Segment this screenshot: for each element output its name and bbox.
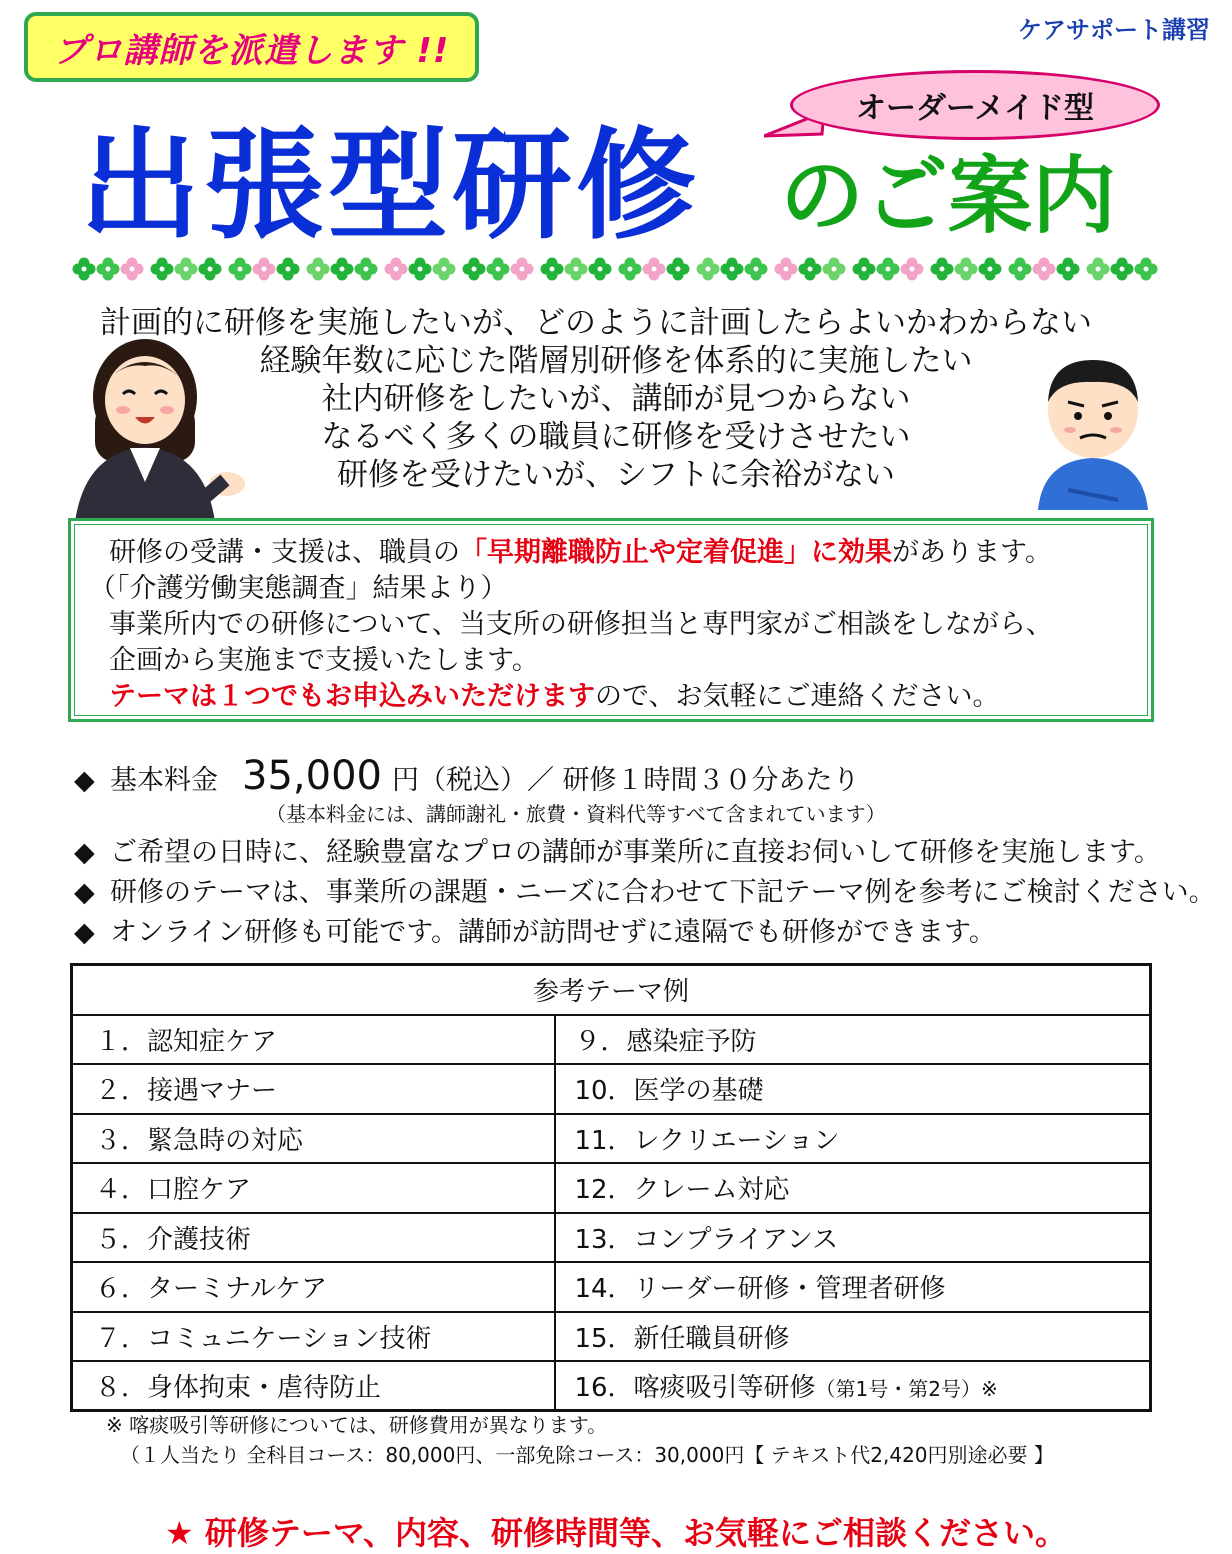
table-row — [72, 1015, 1151, 1065]
table-row — [72, 1361, 1151, 1411]
fee-note: （基本料金には、講師謝礼・旅費・資料代等すべて含まれています） — [266, 802, 886, 826]
concern-list — [0, 304, 1232, 494]
theme-cell: 14．リーダー研修・管理者研修 — [555, 1262, 1150, 1312]
theme-cell-text: 16．喀痰吸引等研修 — [574, 1373, 816, 1403]
fee-section — [74, 753, 1216, 953]
speech-bubble — [790, 70, 1160, 140]
theme-cell: ７．コミュニケーション技術 — [72, 1312, 556, 1362]
info-box — [68, 518, 1154, 722]
info-line-2: （「介護労働実態調査」結果より） — [89, 573, 508, 604]
theme-cell: ６．ターミナルケア — [72, 1262, 556, 1312]
feature-item — [74, 873, 1216, 913]
table-row — [72, 1163, 1151, 1213]
diamond-bullet-icon: ◆ — [74, 837, 95, 868]
dispatch-badge — [24, 12, 479, 82]
call-to-action: ★ 研修テーマ、内容、研修時間等、お気軽にご相談ください。 — [165, 1514, 1067, 1552]
theme-cell: ５．介護技術 — [72, 1213, 556, 1263]
fee-unit: 円（税込）／ 研修１時間３０分あたり — [391, 765, 860, 796]
fee-price: 35,000 — [242, 753, 382, 799]
page-title: 出張型研修 — [80, 117, 700, 256]
info-line-3: 事業所内での研修について、当支所の研修担当と専門家がご相談をしながら、 — [109, 609, 1053, 640]
info-text: があります。 — [892, 537, 1052, 568]
theme-cell-16 — [555, 1361, 1150, 1411]
page-subtitle: のご案内 — [780, 147, 1117, 245]
table-row — [72, 1213, 1151, 1263]
theme-cell: ４．口腔ケア — [72, 1163, 556, 1213]
dispatch-badge-text: プロ講師を派遣します !! — [53, 30, 450, 71]
concern-item: 研修を受けたいが、シフトに余裕がない — [337, 457, 895, 493]
theme-cell: 13．コンプライアンス — [555, 1213, 1150, 1263]
theme-table — [70, 963, 1152, 1412]
table-row — [72, 1312, 1151, 1362]
theme-cell-note: （第1号・第2号）※ — [815, 1377, 998, 1401]
theme-cell: ８．身体拘束・虐待防止 — [72, 1361, 556, 1411]
feature-item — [74, 913, 1194, 953]
concern-item: 計画的に研修を実施したいが、どのように計画したらよいかわからない — [100, 305, 1092, 341]
table-header: 参考テーマ例 — [72, 965, 1151, 1015]
diamond-bullet-icon: ◆ — [74, 877, 95, 908]
feature-item — [74, 833, 1194, 873]
fee-line — [74, 753, 1194, 801]
info-text: ので、お気軽にご連絡ください。 — [595, 681, 1000, 712]
footnote-line-1: ※ 喀痰吸引等研修については、研修費用が異なります。 — [106, 1413, 608, 1437]
theme-cell: ２．接遇マナー — [72, 1064, 556, 1114]
table-row — [72, 1064, 1151, 1114]
concern-item: 社内研修をしたいが、講師が見つからない — [321, 381, 911, 417]
theme-cell: １．認知症ケア — [72, 1015, 556, 1065]
concern-item: なるべく多くの職員に研修を受けさせたい — [321, 419, 911, 455]
theme-cell: 12．クレーム対応 — [555, 1163, 1150, 1213]
info-highlight: テーマは１つでもお申込みいただけます — [109, 681, 595, 712]
footnote — [106, 1410, 1054, 1470]
feature-text: オンライン研修も可能です。講師が訪問せずに遠隔でも研修ができます。 — [110, 917, 996, 948]
clover-border-icon — [72, 254, 1172, 284]
fee-label: 基本料金 — [110, 765, 218, 796]
table-header-row — [72, 965, 1151, 1015]
info-highlight: 「早期離職防止や定着促進」に効果 — [460, 537, 892, 568]
corner-label: ケアサポート講習 — [1018, 16, 1210, 44]
diamond-bullet-icon: ◆ — [74, 765, 95, 796]
theme-cell: 11．レクリエーション — [555, 1114, 1150, 1164]
diamond-bullet-icon: ◆ — [74, 917, 95, 948]
table-row — [72, 1114, 1151, 1164]
footnote-line-2: （１人当たり 全科目コース：80,000円、一部免除コース：30,000円【 テキスト代2,420円別途必要 】 — [120, 1443, 1054, 1467]
info-text: 研修の受講・支援は、職員の — [109, 537, 460, 568]
info-line-4: 企画から実施まで支援いたします。 — [109, 645, 539, 676]
info-line-5 — [109, 679, 1121, 715]
theme-cell: 10．医学の基礎 — [555, 1064, 1150, 1114]
feature-text: ご希望の日時に、経験豊富なプロの講師が事業所に直接お伺いして研修を実施します。 — [110, 837, 1161, 868]
theme-cell: ３．緊急時の対応 — [72, 1114, 556, 1164]
info-line-1 — [109, 535, 1121, 571]
theme-cell: ９．感染症予防 — [555, 1015, 1150, 1065]
feature-text: 研修のテーマは、事業所の課題・ニーズに合わせて下記テーマ例を参考にご検討ください。 — [110, 877, 1216, 908]
concern-item: 経験年数に応じた階層別研修を体系的に実施したい — [259, 343, 973, 379]
speech-bubble-text: オーダーメイド型 — [856, 91, 1094, 126]
theme-cell: 15．新任職員研修 — [555, 1312, 1150, 1362]
table-row — [72, 1262, 1151, 1312]
